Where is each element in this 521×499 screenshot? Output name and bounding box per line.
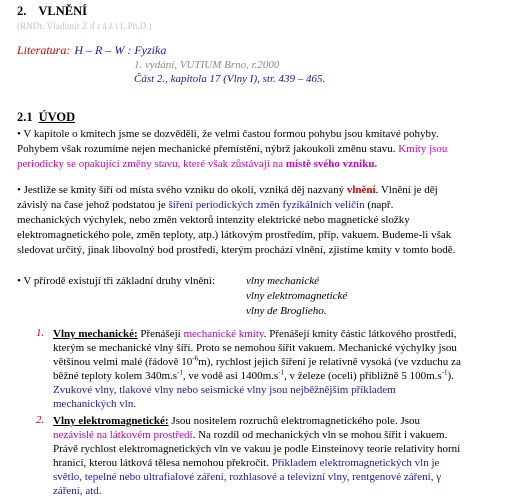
- mech-sup: -1: [441, 369, 448, 377]
- mech-line-6: mechanických vln.: [53, 398, 137, 410]
- mech-line-2: kterým se mechanické vlny šíří. Proto se nemohou šířit vakuem. Mechanické výchylky jsou: [53, 342, 457, 354]
- wave-line-1: [17, 183, 507, 198]
- intro-text: Pohybem však rozumíme nejen mechanické přemístění, nýbrž jakoukoli změnu stavu.: [17, 143, 399, 155]
- wave-line-2: [17, 198, 507, 213]
- section-title: ÚVOD: [38, 110, 76, 124]
- mech-text-4: m), rychlost jejich šíření je relativně vysoká (ve vzduchu za: [198, 356, 461, 368]
- wave-type-item: vlny mechanické: [246, 275, 319, 287]
- wave-line-3: mechanických výchylek, nebo změn vektorů intenzity elektrické nebo magnetické složky: [17, 214, 410, 226]
- mech-highlight: mechanické kmity: [183, 328, 264, 340]
- mech-text-3: většinou velmi malé (řádově 10: [53, 356, 193, 368]
- mech-text-8: ).: [447, 370, 454, 382]
- wave-text: • Jestliže se kmity šíří od místa svého vzniku do okolí, vzniká děj nazvaný: [17, 184, 347, 196]
- wave-paragraph: [17, 183, 507, 258]
- mech-line-3: [53, 355, 508, 369]
- chapter-title: VLNĚNÍ: [38, 4, 87, 18]
- intro-line-2: [17, 142, 507, 157]
- em-line-4: [53, 456, 508, 470]
- em-line-5: světlo, tepelné nebo ultrafialové záření, rozhlasové a televizní vlny, rentgenové záření, γ: [53, 471, 442, 483]
- intro-highlight: Kmity jsou: [398, 143, 448, 155]
- intro-paragraph: [17, 127, 507, 172]
- em-text: Jsou nositelem rozruchů elektromagnetického pole. Jsou: [168, 415, 421, 427]
- wave-text-2: . Vlnění je děj: [375, 184, 438, 196]
- wave-line-4: elektromagnetického pole, změn teploty, atp.) látkovým prostředím, příp. vakuem. Budeme-li však: [17, 229, 452, 241]
- literature-title: H – R – W : Fyzika: [74, 43, 167, 57]
- literature-source: Část 2., kapitola 17 (Vlny I), str. 439 – 465.: [134, 73, 326, 85]
- em-line-3: Právě rychlost elektromagnetických vln ve vakuu je podle Einsteinovy teorie relativity horní: [53, 443, 461, 455]
- mech-text-2: . Přenášejí kmity částic látkového prostředí,: [263, 328, 457, 340]
- intro-emphasis: místě svého vzniku.: [285, 158, 378, 170]
- mech-text: Přenášejí: [137, 328, 184, 340]
- mech-text-5: běžné teploty kolem 340m.s: [53, 370, 178, 382]
- intro-text-2: periodicky se opakující změny stavu, které však zůstávají na: [17, 158, 286, 170]
- intro-line-3: [17, 157, 507, 172]
- wave-term: vlnění: [346, 184, 376, 196]
- mech-line-4: [53, 369, 508, 383]
- literature-label: Literatura:: [17, 43, 71, 57]
- section-heading: [17, 110, 75, 125]
- em-waves-item: [53, 414, 508, 498]
- author-line: (RNDr. Vladimír Z d r á ž i l, Ph.D.): [17, 21, 152, 31]
- em-highlight: nezávislé na látkovém prostředí: [53, 429, 193, 441]
- mech-sup: -1: [177, 369, 183, 377]
- em-title: Vlny elektromagnetické:: [53, 415, 169, 427]
- em-line-2: [53, 428, 508, 442]
- mech-line-1: [53, 327, 508, 341]
- chapter-number: 2.: [17, 4, 27, 18]
- mech-sup: -1: [278, 369, 285, 377]
- wave-text-4: (např.: [364, 199, 394, 211]
- mech-text-7: , v železe (oceli) přibližně 5 100m.s: [284, 370, 442, 382]
- literature-publisher: 1. vydání, VUTIUM Brno, r.2000: [134, 59, 280, 71]
- intro-line-1: • V kapitole o kmitech jsme se dozvěděli, že velmi častou formou pohybu jsou kmitavé pohyby.: [17, 128, 439, 140]
- wave-text-3: závislý na čase jehož podstatou je: [17, 199, 169, 211]
- section-number: 2.1: [17, 110, 33, 124]
- em-examples: Příkladem elektromagnetických vln je: [271, 457, 440, 469]
- em-text-3: hranicí, kterou látková tělesa nemohou překročit.: [53, 457, 272, 469]
- mech-sup: -6: [192, 355, 199, 363]
- wave-line-5: sledovat určitý, jinak libovolný bod prostředí, kterým prochází vlnění, zjistíme kmity v tomto bodě.: [17, 244, 456, 256]
- mech-title: Vlny mechanické:: [53, 328, 138, 340]
- list-number-1: 1.: [36, 327, 45, 339]
- mechanical-waves-item: [53, 327, 508, 411]
- chapter-heading: [17, 4, 87, 19]
- literature-line: [17, 43, 166, 58]
- em-line-1: [53, 414, 508, 428]
- mech-text-6: , ve vodě asi 1400m.s: [182, 370, 279, 382]
- wave-types-label: • V přírodě existují tři základní druhy vlnění:: [17, 275, 216, 287]
- wave-definition: šíření periodických změn fyzikálních veličin: [168, 199, 365, 211]
- em-text-2: . Na rozdíl od mechanických vln se mohou šířit i vakuem.: [192, 429, 448, 441]
- list-number-2: 2.: [36, 414, 45, 426]
- mech-line-5: Zvukové vlny, tlakové vlny nebo seismické vlny jsou nejběžnějším příkladem: [53, 384, 396, 396]
- em-line-6: záření, atd.: [53, 485, 102, 497]
- wave-type-item: vlny elektromagnetické: [246, 290, 348, 302]
- wave-type-item: vlny de Broglieho.: [246, 305, 327, 317]
